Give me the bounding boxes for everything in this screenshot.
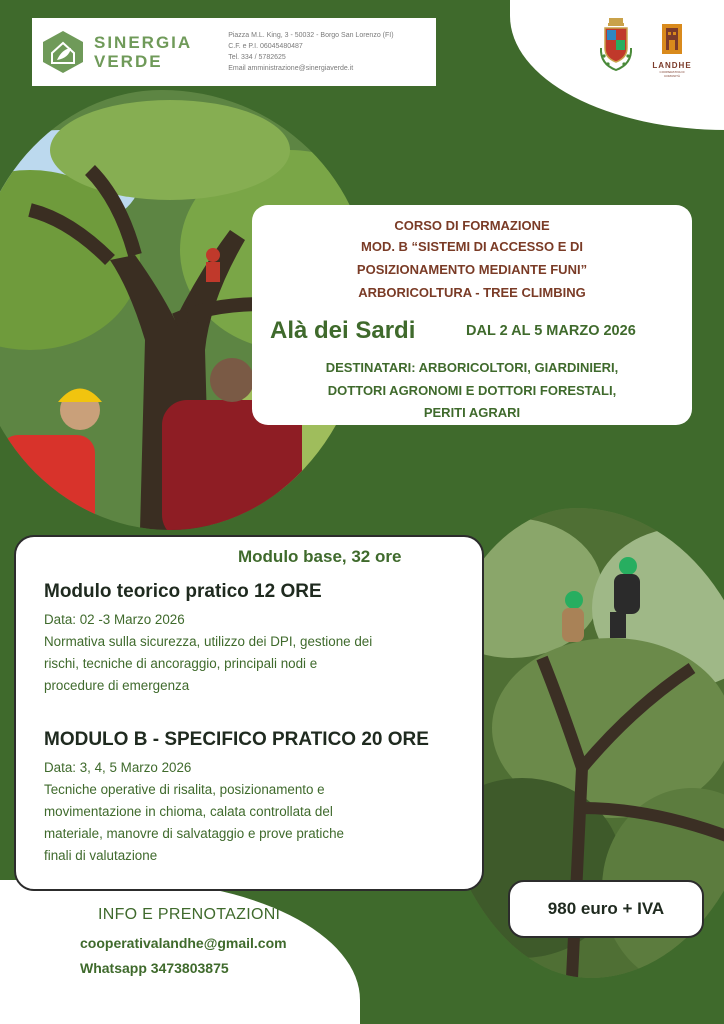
course-location: Alà dei Sardi — [270, 317, 416, 344]
company-vat: C.F. e P.I. 06045480487 — [228, 43, 303, 50]
price-badge: 980 euro + IVA — [508, 880, 704, 938]
partner-logos — [596, 18, 706, 78]
landhe-wordmark: LANDHE — [652, 61, 692, 70]
course-type: CORSO DI FORMAZIONE — [394, 218, 550, 233]
info-heading: INFO E PRENOTAZIONI — [98, 906, 281, 923]
course-dates: DAL 2 AL 5 MARZO 2026 — [466, 323, 636, 339]
course-title-card — [252, 205, 692, 425]
target-audience-line-2: DOTTORI AGRONOMI E DOTTORI FORESTALI, — [327, 383, 617, 398]
contact-email[interactable]: cooperativalandhe@gmail.com — [80, 935, 287, 951]
target-audience-line-3: PERITI AGRARI — [423, 405, 521, 420]
bottom-left-white-shape — [0, 880, 360, 1024]
company-info — [228, 30, 393, 74]
practical-module-desc-2: movimentazione in chioma, calata controllata del — [44, 804, 333, 819]
course-program-card — [14, 535, 484, 891]
logo-word-2: VERDE — [94, 52, 163, 71]
landhe-subtitle: COOPERATIVA DI COMUNITÀ — [659, 70, 685, 78]
practical-module-desc-1: Tecniche operative di risalita, posizionamento e — [44, 782, 325, 797]
theory-module-desc-3: procedure di emergenza — [44, 678, 190, 693]
practical-module-date: Data: 3, 4, 5 Marzo 2026 — [44, 760, 192, 775]
company-email: Email amministrazione@sinergiaverde.it — [228, 65, 354, 72]
theory-module-title: Modulo teorico pratico 12 ORE — [44, 581, 322, 602]
theory-module-desc-2: rischi, tecniche di ancoraggio, principali nodi e — [44, 656, 318, 671]
sinergia-verde-logo-icon — [40, 29, 86, 75]
module-title-line-2: POSIZIONAMENTO MEDIANTE FUNI” — [356, 262, 588, 277]
municipality-crest-icon — [598, 18, 634, 76]
practical-module-title: MODULO B - SPECIFICO PRATICO 20 ORE — [44, 729, 429, 750]
theory-module-desc-1: Normativa sulla sicurezza, utilizzo dei DPI, gestione dei — [44, 634, 373, 649]
logo-wordmark — [94, 33, 192, 71]
base-module-hours: Modulo base, 32 ore — [238, 547, 402, 566]
sinergia-verde-header — [32, 18, 436, 86]
contact-whatsapp[interactable]: Whatsapp 3473803875 — [80, 960, 229, 976]
course-subject: ARBORICOLTURA - TREE CLIMBING — [358, 285, 586, 300]
company-address: Piazza M.L. King, 3 - 50032 - Borgo San Lorenzo (FI) — [228, 32, 394, 39]
theory-module-date: Data: 02 -3 Marzo 2026 — [44, 612, 185, 627]
landhe-logo — [652, 24, 692, 80]
target-audience-line-1: DESTINATARI: ARBORICOLTORI, GIARDINIERI, — [325, 360, 619, 375]
landhe-tower-icon — [660, 24, 684, 54]
logo-word-1: SINERGIA — [94, 33, 193, 52]
practical-module-desc-4: finali di valutazione — [44, 848, 158, 863]
company-phone: Tel. 334 / 5782625 — [228, 54, 286, 61]
practical-module-desc-3: materiale, manovre di salvataggio e prove pratiche — [44, 826, 344, 841]
module-title-line-1: MOD. B “SISTEMI DI ACCESSO E DI — [361, 239, 583, 254]
